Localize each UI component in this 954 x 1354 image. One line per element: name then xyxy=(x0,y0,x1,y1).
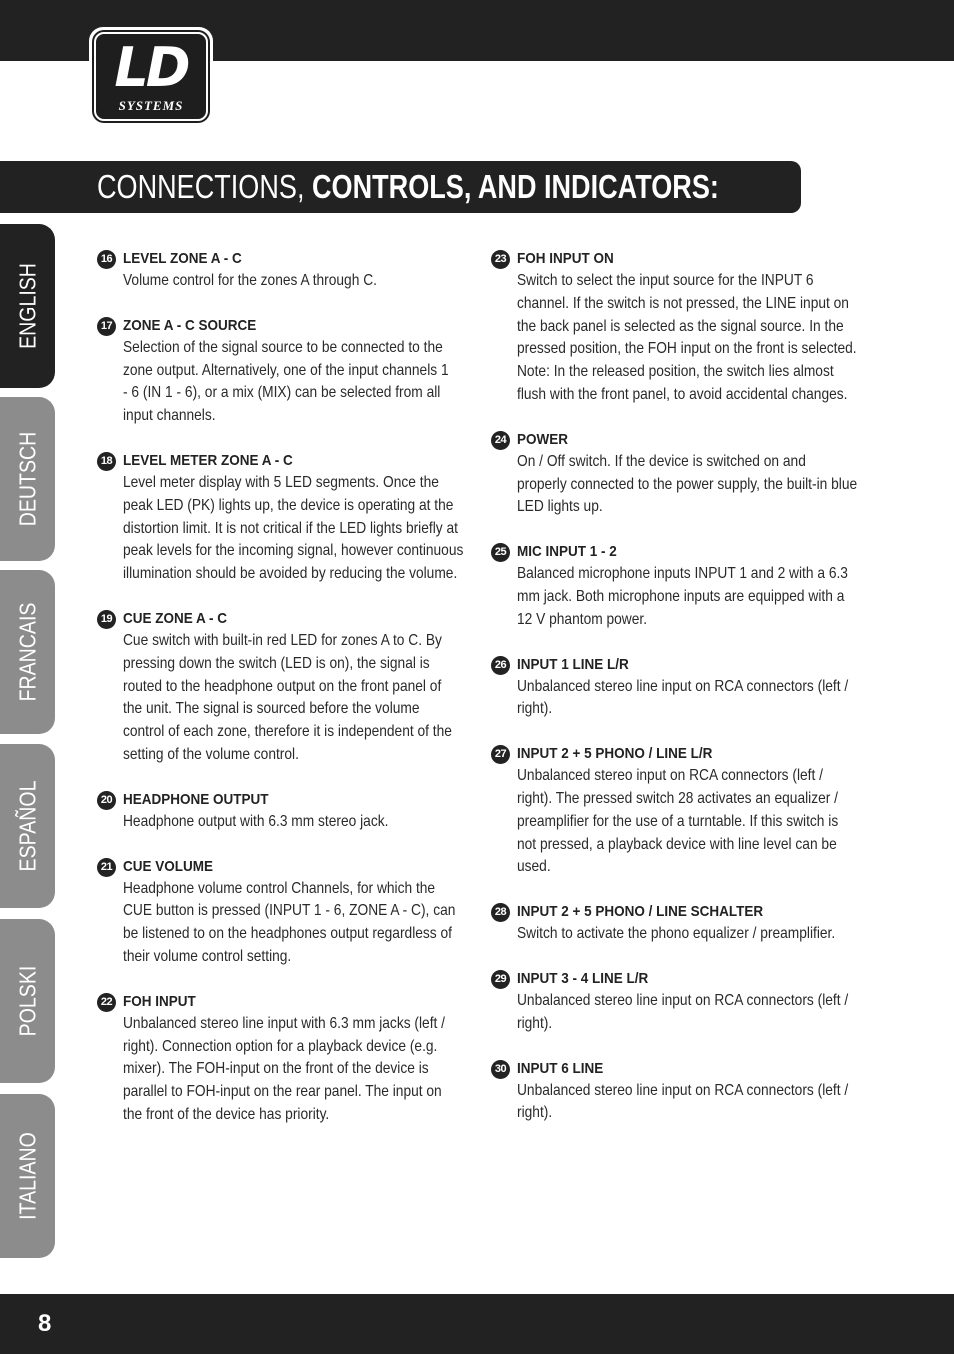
item-number-badge: 30 xyxy=(491,1060,510,1079)
item-title: HEADPHONE OUTPUT xyxy=(123,790,269,808)
list-item xyxy=(491,1058,891,1126)
item-title: INPUT 6 LINE xyxy=(517,1059,604,1077)
list-item xyxy=(97,315,487,428)
tab-label: ITALIANO xyxy=(14,1132,40,1220)
item-number-badge: 20 xyxy=(97,791,116,810)
item-number-badge: 17 xyxy=(97,317,116,336)
list-item xyxy=(491,901,891,946)
list-item xyxy=(97,991,487,1127)
list-item xyxy=(97,856,487,969)
item-title: POWER xyxy=(517,430,569,448)
right-column xyxy=(491,248,891,1125)
list-item xyxy=(491,248,891,407)
item-description: Headphone volume control Channels, for which the CUE button is pressed (INPUT 1 - 6, ZONE A - C), can be listened to on the headphones output regardless of their volume control setting. xyxy=(123,879,456,965)
tab-francais[interactable] xyxy=(0,570,55,734)
item-number-badge: 27 xyxy=(491,745,510,764)
logo-main-text: LD xyxy=(114,36,188,99)
tab-label: ESPAÑOL xyxy=(14,780,40,872)
item-description: Switch to select the input source for the INPUT 6 channel. If the switch is not pressed, the LINE input on the back panel is selected as the signal source. In the pressed position, the FOH input on the front is selected. Note: In the released position, the switch lies almost flush with the front panel, to avoid accidental changes. xyxy=(517,272,857,403)
item-description: On / Off switch. If the device is switched on and properly connected to the power supply, the built-in blue LED lights up. xyxy=(517,452,858,516)
item-title: ZONE A - C SOURCE xyxy=(123,316,257,334)
left-column xyxy=(97,248,487,1127)
item-description: Balanced microphone inputs INPUT 1 and 2 with a 6.3 mm jack. Both microphone inputs are equipped with a 12 V phantom power. xyxy=(517,565,848,628)
list-item xyxy=(491,429,891,519)
item-description: Unbalanced stereo line input on RCA connectors (left / right). xyxy=(517,677,849,718)
list-item xyxy=(491,968,891,1036)
tab-label: DEUTSCH xyxy=(14,431,40,527)
tab-espanol[interactable] xyxy=(0,744,55,908)
item-title: CUE ZONE A - C xyxy=(123,609,228,627)
item-title: CUE VOLUME xyxy=(123,857,214,875)
title-light: CONNECTIONS, xyxy=(97,168,305,205)
item-description: Volume control for the zones A through C. xyxy=(123,272,377,289)
bottom-bar xyxy=(0,1294,954,1354)
logo-badge xyxy=(94,32,208,121)
title-bold: CONTROLS, AND INDICATORS: xyxy=(311,168,719,205)
item-description: Level meter display with 5 LED segments. Once the peak LED (PK) lights up, the device is operating at the distortion limit. It is not critical if the LED lights briefly at peak levels for the incoming signal, however continuous illumination should be avoided by reducing the volume. xyxy=(123,473,464,583)
list-item xyxy=(97,789,487,834)
item-number-badge: 24 xyxy=(491,431,510,450)
tab-polski[interactable] xyxy=(0,919,55,1083)
tab-label: FRANCAIS xyxy=(14,602,40,702)
list-item xyxy=(97,608,487,767)
item-title: FOH INPUT xyxy=(123,992,196,1010)
item-title: MIC INPUT 1 - 2 xyxy=(517,543,617,561)
item-title: LEVEL METER ZONE A - C xyxy=(123,451,293,469)
list-item xyxy=(491,541,891,631)
item-description: Unbalanced stereo line input with 6.3 mm jacks (left / right). Connection option for a playback device (e.g. mixer). The FOH-input on the front of the device is parallel to FOH-input on the rear panel. The input on the front of the device has priority. xyxy=(123,1014,445,1123)
item-description: Unbalanced stereo input on RCA connectors (left / right). The pressed switch 28 activates an equalizer / preamplifier for the use of a turntable. If this switch is not pressed, a playback device with line level can be used. xyxy=(517,767,839,876)
item-title: INPUT 2 + 5 PHONO / LINE L/R xyxy=(517,745,713,763)
list-item xyxy=(491,743,891,879)
list-item xyxy=(491,654,891,722)
item-title: INPUT 3 - 4 LINE L/R xyxy=(517,969,649,987)
list-item xyxy=(97,450,487,586)
tab-label: ENGLISH xyxy=(14,263,40,349)
item-number-badge: 18 xyxy=(97,452,116,471)
item-number-badge: 29 xyxy=(491,970,510,989)
ld-systems-logo xyxy=(89,27,213,126)
page-number: 8 xyxy=(38,1310,52,1337)
item-number-badge: 22 xyxy=(97,993,116,1012)
item-number-badge: 16 xyxy=(97,250,116,269)
item-number-badge: 26 xyxy=(491,656,510,675)
tab-italiano[interactable] xyxy=(0,1094,55,1258)
item-title: INPUT 1 LINE L/R xyxy=(517,655,629,673)
tab-deutsch[interactable] xyxy=(0,397,55,561)
item-number-badge: 21 xyxy=(97,858,116,877)
tab-english[interactable] xyxy=(0,224,55,388)
page-title xyxy=(97,164,719,210)
item-description: Unbalanced stereo line input on RCA connectors (left / right). xyxy=(517,1081,849,1122)
item-description: Cue switch with built-in red LED for zones A to C. By pressing down the switch (LED is on), the signal is routed to the headphone output on the front panel of the unit. The signal is sourced before the volume control of each zone, therefore it is independent of the setting of the volume control. xyxy=(123,631,452,763)
item-title: INPUT 2 + 5 PHONO / LINE SCHALTER xyxy=(517,903,764,921)
item-description: Headphone output with 6.3 mm stereo jack. xyxy=(123,812,389,830)
item-description: Selection of the signal source to be connected to the zone output. Alternatively, one of the input channels 1 - 6 (IN 1 - 6), or a mix (MIX) can be selected from all input channels. xyxy=(123,338,449,425)
item-title: FOH INPUT ON xyxy=(517,250,614,267)
item-number-badge: 25 xyxy=(491,543,510,562)
item-number-badge: 28 xyxy=(491,903,510,922)
tab-label: POLSKI xyxy=(14,965,40,1037)
item-title: LEVEL ZONE A - C xyxy=(123,250,242,267)
item-description: Unbalanced stereo line input on RCA connectors (left / right). xyxy=(517,991,849,1032)
item-number-badge: 23 xyxy=(491,250,510,269)
item-number-badge: 19 xyxy=(97,610,116,629)
list-item xyxy=(97,248,487,293)
item-description: Switch to activate the phono equalizer / preamplifier. xyxy=(517,925,836,943)
logo-sub-text: SYSTEMS xyxy=(118,98,184,113)
